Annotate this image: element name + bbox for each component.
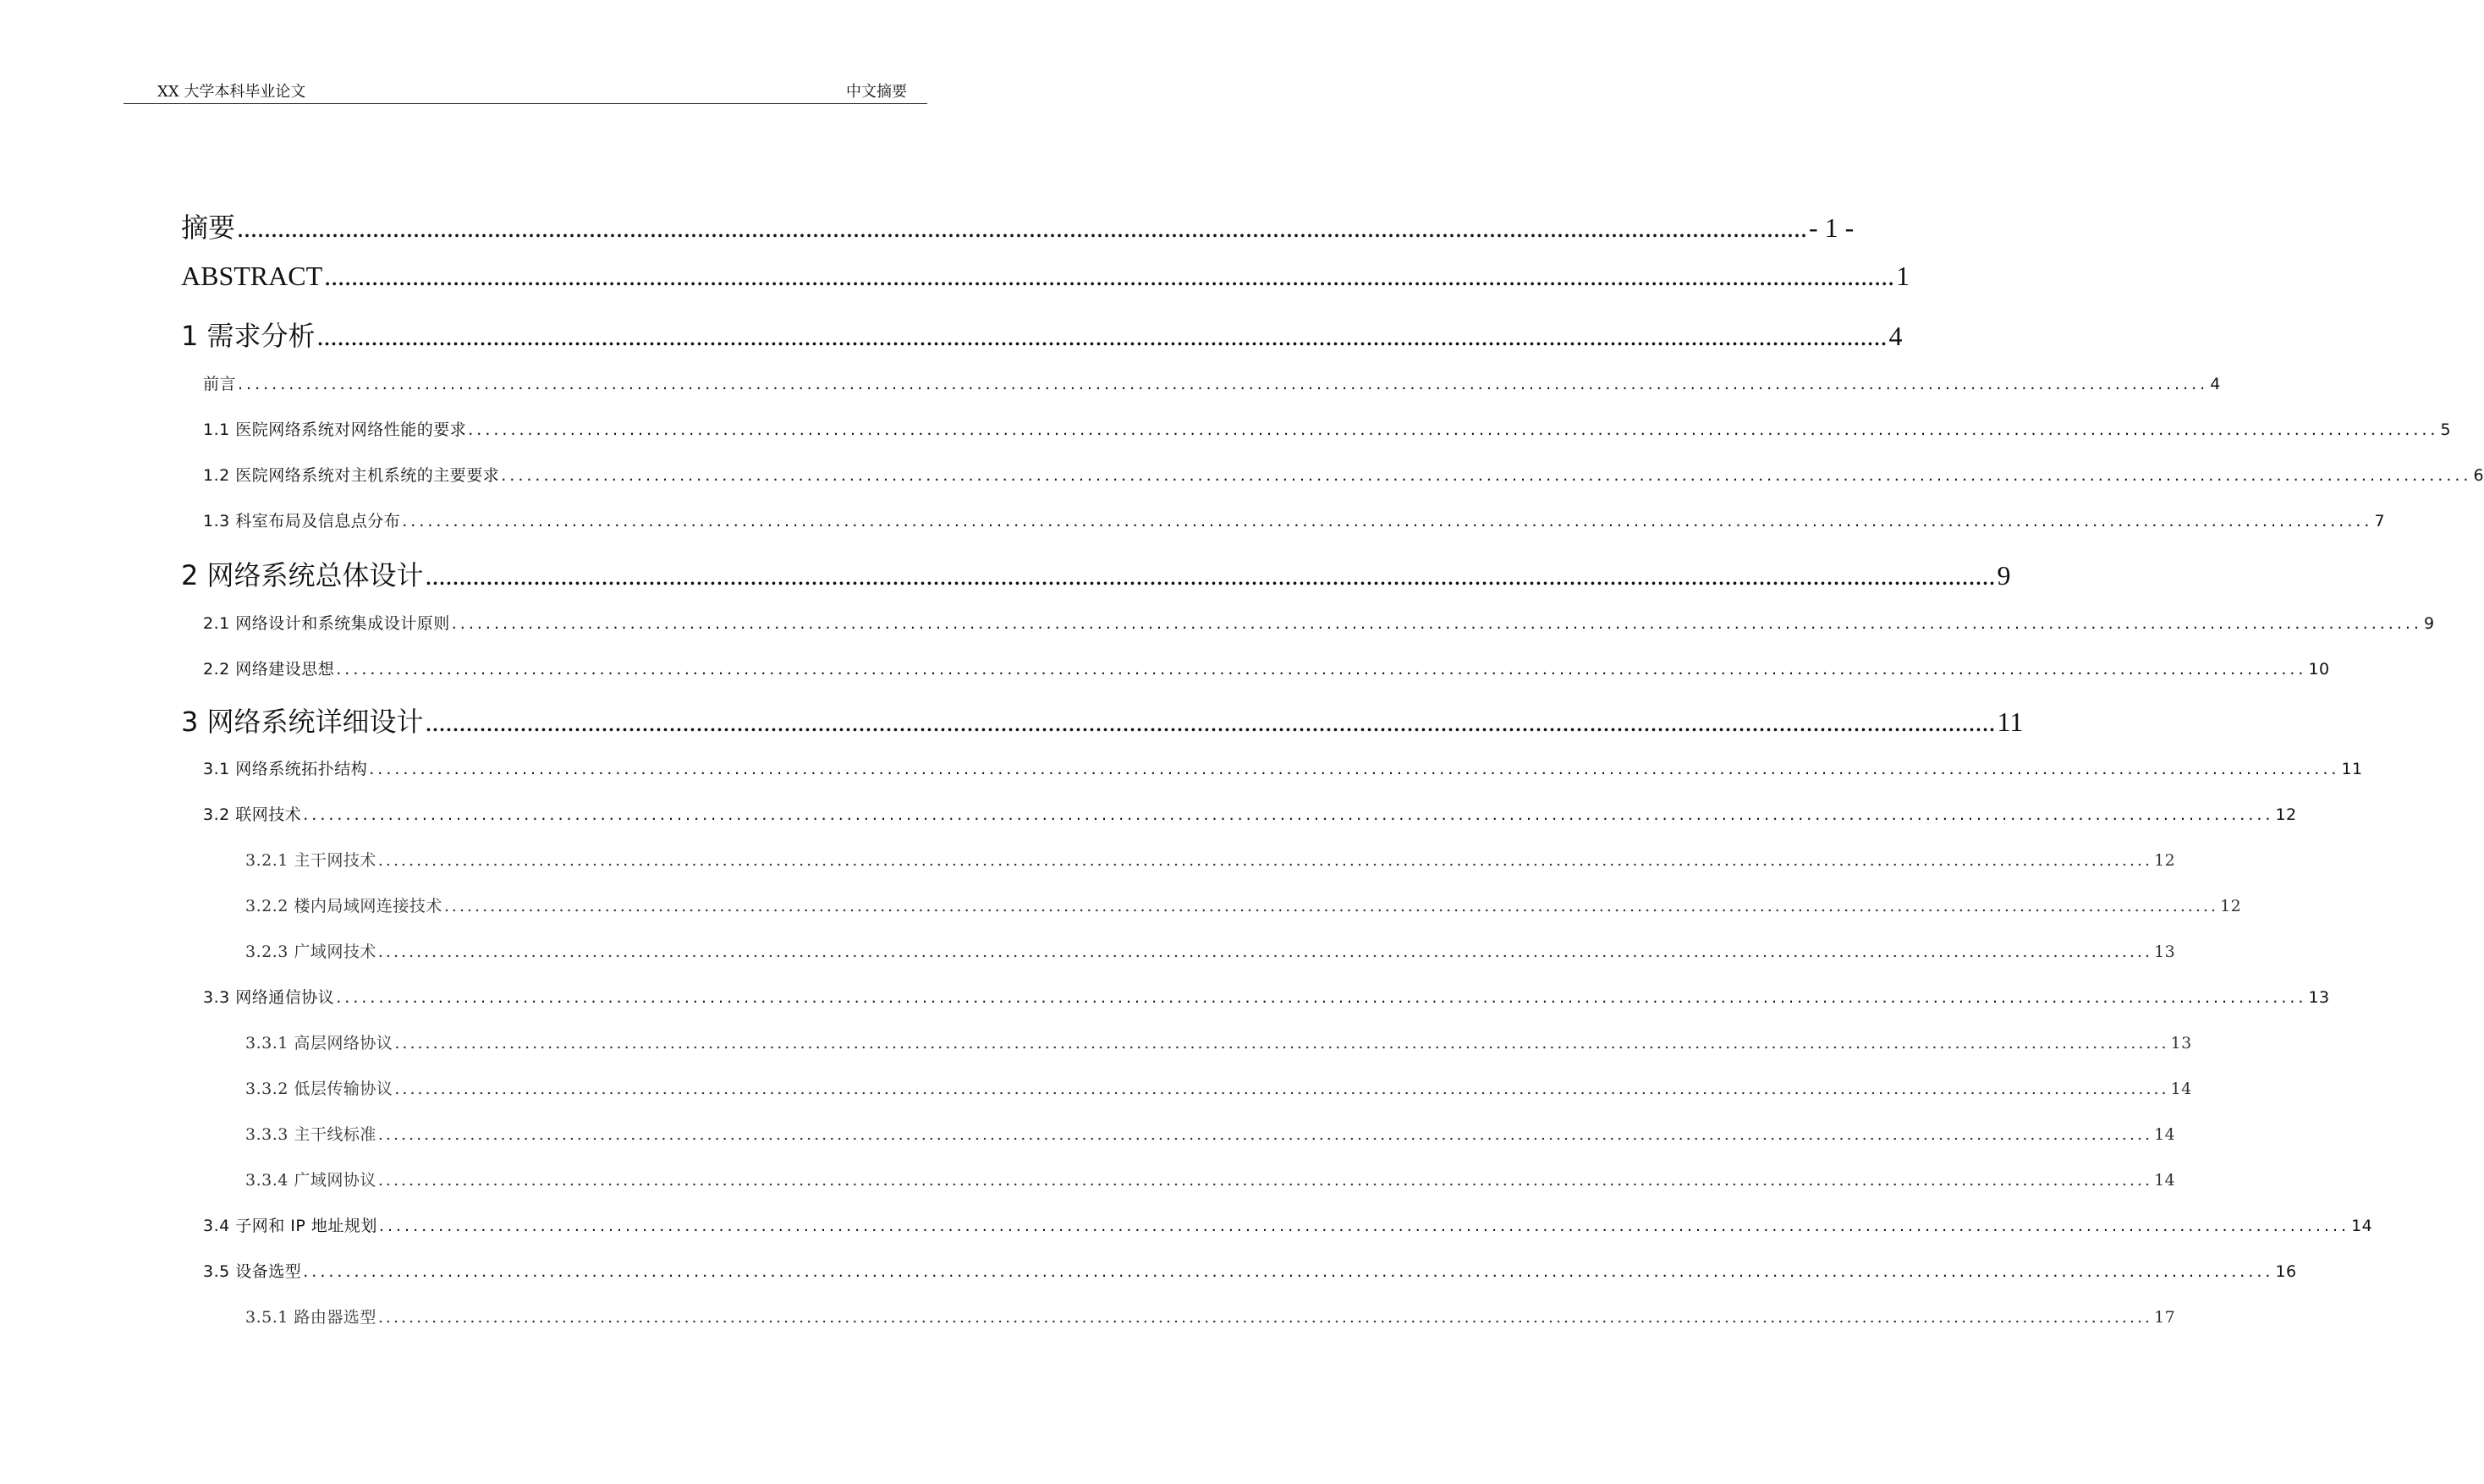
toc-title: 3.3.2 低层传输协议 — [245, 1080, 393, 1098]
toc-title: 3.3 网络通信协议 — [203, 988, 335, 1007]
toc-page: 11 — [1997, 706, 2024, 737]
toc-title: 3.3.1 高层网络协议 — [245, 1034, 393, 1053]
toc-leader-dots: ........................................................................................................................................................................................................................................ — [377, 851, 2153, 870]
toc-title: 3.2 联网技术 — [203, 805, 302, 824]
toc-leader-dots: ........................................................................................................................................................................................................................................ — [336, 660, 2307, 679]
toc-entry-3-2-2[interactable] — [245, 893, 2242, 916]
toc-title: 3.3.3 主干线标准 — [245, 1125, 376, 1144]
toc-leader-dots: ........................................................................................................................................................................................................................................ — [237, 212, 1808, 243]
header-section-title: 中文摘要 — [846, 83, 907, 101]
toc-leader-dots: ........................................................................................................................................................................................................................................ — [336, 988, 2307, 1007]
toc-page: 16 — [2275, 1262, 2297, 1281]
toc-page: 13 — [2308, 988, 2330, 1007]
toc-title: 前言 — [203, 375, 237, 393]
toc-page: 14 — [2154, 1171, 2176, 1190]
toc-leader-dots: ........................................................................................................................................................................................................................................ — [303, 1262, 2274, 1281]
toc-entry-3-2[interactable] — [203, 802, 2297, 825]
toc-entry-3-3-1[interactable] — [245, 1031, 2192, 1053]
toc-entry-1-3[interactable] — [203, 508, 2386, 531]
toc-title: 1.1 医院网络系统对网络性能的要求 — [203, 420, 467, 439]
toc-page: 11 — [2341, 760, 2363, 778]
toc-page: 14 — [2154, 1125, 2176, 1144]
toc-entry-1-1[interactable] — [203, 417, 2452, 440]
toc-title: 2.1 网络设计和系统集成设计原则 — [203, 614, 450, 633]
toc-entry-abstract-cn[interactable] — [181, 206, 1855, 245]
toc-title: 1 需求分析 — [181, 320, 316, 352]
toc-entry-3-5[interactable] — [203, 1259, 2297, 1282]
toc-entry-3-3-3[interactable] — [245, 1122, 2176, 1145]
toc-page: - 1 - — [1809, 212, 1855, 243]
toc-leader-dots: ........................................................................................................................................................................................................................................ — [451, 614, 2422, 633]
toc-title: 2.2 网络建设思想 — [203, 660, 335, 679]
toc-page: 9 — [1997, 560, 2011, 591]
toc-title: 3.4 子网和 IP 地址规划 — [203, 1217, 377, 1235]
toc-page: 12 — [2154, 851, 2176, 870]
toc-leader-dots: ........................................................................................................................................................................................................................................ — [377, 1125, 2153, 1144]
toc-title: 3.5 设备选型 — [203, 1262, 302, 1281]
toc-page: 1 — [1896, 261, 1910, 291]
toc-page: 5 — [2440, 420, 2452, 439]
toc-leader-dots: ........................................................................................................................................................................................................................................ — [402, 512, 2373, 530]
toc-entry-3-3-2[interactable] — [245, 1076, 2192, 1099]
toc-leader-dots: ........................................................................................................................................................................................................................................ — [425, 706, 1996, 737]
toc-entry-chapter-2[interactable] — [181, 554, 2011, 593]
toc-leader-dots: ........................................................................................................................................................................................................................................ — [378, 1217, 2350, 1235]
toc-page: 6 — [2473, 466, 2484, 485]
toc-entry-3-5-1[interactable] — [245, 1305, 2176, 1327]
toc-page: 9 — [2423, 614, 2435, 633]
toc-page: 4 — [1888, 321, 1903, 351]
toc-title: 3 网络系统详细设计 — [181, 706, 424, 738]
toc-leader-dots: ........................................................................................................................................................................................................................................ — [501, 466, 2472, 485]
toc-title: 2 网络系统总体设计 — [181, 559, 424, 591]
toc-entry-3-1[interactable] — [203, 756, 2363, 779]
toc-leader-dots: ........................................................................................................................................................................................................................................ — [303, 805, 2274, 824]
toc-leader-dots: ........................................................................................................................................................................................................................................ — [238, 375, 2209, 393]
toc-leader-dots: ........................................................................................................................................................................................................................................ — [394, 1034, 2169, 1053]
toc-entry-chapter-3[interactable] — [181, 701, 2024, 739]
toc-title: 3.3.4 广域网协议 — [245, 1171, 376, 1190]
toc-page: 13 — [2170, 1034, 2192, 1053]
toc-leader-dots: ........................................................................................................................................................................................................................................ — [369, 760, 2340, 778]
toc-page: 13 — [2154, 943, 2176, 961]
toc-title: 3.1 网络系统拓扑结构 — [203, 760, 368, 778]
header-thesis-title: XX 大学本科毕业论文 — [157, 83, 306, 101]
toc-leader-dots: ........................................................................................................................................................................................................................................ — [377, 943, 2153, 961]
toc-title: 3.5.1 路由器选型 — [245, 1308, 376, 1327]
toc-entry-3-2-3[interactable] — [245, 939, 2176, 962]
toc-entry-preface[interactable] — [203, 371, 2221, 394]
toc-entry-2-2[interactable] — [203, 657, 2330, 679]
toc-title: 3.2.2 楼内局域网连接技术 — [245, 897, 442, 915]
toc-page: 12 — [2275, 805, 2297, 824]
toc-leader-dots: ........................................................................................................................................................................................................................................ — [468, 420, 2439, 439]
toc-page: 12 — [2220, 897, 2242, 915]
toc-page: 14 — [2351, 1217, 2373, 1235]
toc-entry-chapter-1[interactable] — [181, 315, 1903, 354]
toc-title: 3.2.3 广域网技术 — [245, 943, 376, 961]
toc-title: 1.2 医院网络系统对主机系统的主要要求 — [203, 466, 500, 485]
toc-title: ABSTRACT — [181, 261, 323, 291]
toc-entry-3-3-4[interactable] — [245, 1168, 2176, 1190]
toc-page: 17 — [2154, 1308, 2176, 1327]
toc-entry-3-2-1[interactable] — [245, 848, 2176, 871]
toc-entry-1-2[interactable] — [203, 463, 2484, 486]
toc-entry-abstract-en[interactable] — [181, 261, 1910, 292]
toc-page: 7 — [2374, 512, 2386, 530]
toc-title: 3.2.1 主干网技术 — [245, 851, 376, 870]
toc-leader-dots: ........................................................................................................................................................................................................................................ — [324, 261, 1895, 291]
toc-title: 摘要 — [181, 212, 236, 244]
toc-entry-3-3[interactable] — [203, 985, 2330, 1008]
toc-leader-dots: ........................................................................................................................................................................................................................................ — [316, 321, 1888, 351]
toc-entry-2-1[interactable] — [203, 611, 2435, 634]
toc-entry-3-4[interactable] — [203, 1213, 2373, 1236]
toc-leader-dots: ........................................................................................................................................................................................................................................ — [377, 1308, 2153, 1327]
toc-page: 10 — [2308, 660, 2330, 679]
toc-page: 4 — [2210, 375, 2221, 393]
toc-title: 1.3 科室布局及信息点分布 — [203, 512, 401, 530]
toc-leader-dots: ........................................................................................................................................................................................................................................ — [377, 1171, 2153, 1190]
toc-leader-dots: ........................................................................................................................................................................................................................................ — [425, 560, 1996, 591]
toc-leader-dots: ........................................................................................................................................................................................................................................ — [394, 1080, 2169, 1098]
toc-leader-dots: ........................................................................................................................................................................................................................................ — [443, 897, 2219, 915]
toc-page: 14 — [2170, 1080, 2192, 1098]
